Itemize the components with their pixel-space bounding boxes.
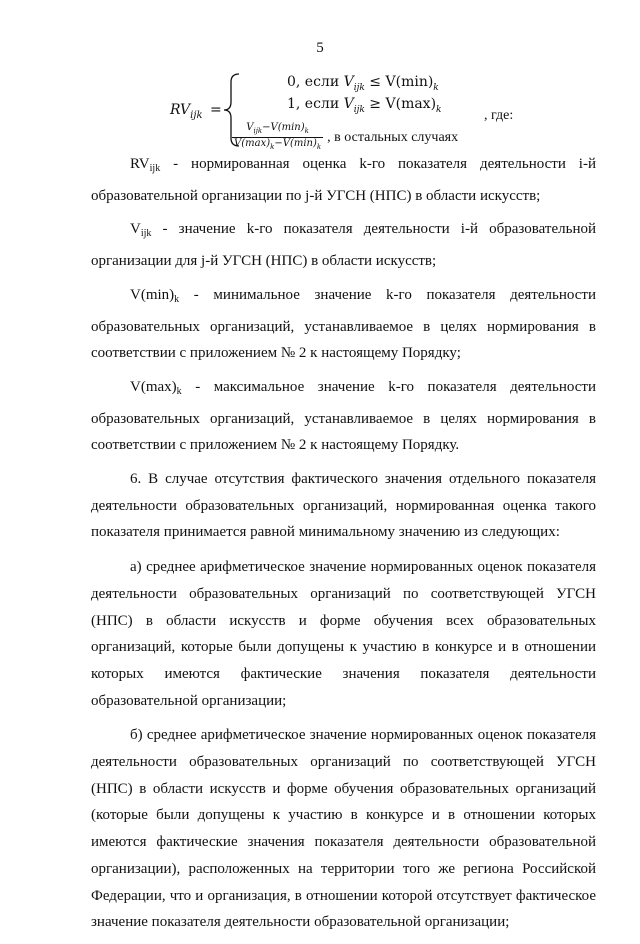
document-body xyxy=(91,151,596,944)
definition-vmin: $V(\min)_k$ - минимальное значение k-го показателя деятельности образовательных организаций, устанавливаемое в целях нормирования в соответствии с приложением № 2 к настоящему Порядку; xyxy=(91,286,596,362)
formula-case-1: 0, если $V_{ijk} \le V(\min)_k$ xyxy=(287,74,439,93)
formula-lhs: $RV_{ijk}$ xyxy=(170,102,203,121)
page-number: 5 xyxy=(316,40,324,56)
normalization-formula xyxy=(0,70,640,150)
formula-equals: = xyxy=(210,102,222,118)
definition-rv: $RV_{ijk}$ - нормированная оценка k-го показателя деятельности i-й образовательной организации по j-й УГСН (НПС) в области искусств; xyxy=(91,156,596,204)
paragraph-6: 6. В случае отсутствия фактического значения отдельного показателя деятельности образовательных организаций, нормированная оценка такого показателя принимается равной минимальному значению из следующих: xyxy=(91,471,596,541)
paragraph-6a: а) среднее арифметическое значение нормированных оценок показателя деятельности образовательных организаций по соответствующей УГСН (НПС) в области искусств и форме обучения всех образовательных организаций, которые были допущены к участию в конкурсе и в отношении которых имеются фактические значения показателя деятельности образовательной организации; xyxy=(91,559,596,709)
paragraph-6b: б) среднее арифметическое значение нормированных оценок показателя деятельности образовательных организаций по соответствующей УГСН (НПС) в области искусств и форме обучения образовательных организаций (которые были допущены к участию в конкурсе и в отношении которых имеются фактические значения показателя деятельности образовательной организации), расположенных на территории того же региона Российской Федерации, что и организация, в отношении которой отсутствует фактическое значение показателя деятельности образовательной организации; xyxy=(91,727,596,931)
fraction-numerator: $V_{ijk}-V(\min)_k$ xyxy=(232,122,323,138)
fraction-denominator: $V(\max)_k-V(\min)_k$ xyxy=(234,138,322,151)
formula-case-3: $\frac{V_{ijk}-V(\min)_k}{V(\max)_k-V(\min)_k}$ , в остальных случаях xyxy=(234,122,459,151)
definition-vmax: $V(\max)_k$ - максимальное значение k-го показателя деятельности образовательных организаций, устанавливаемое в целях нормирования в соответствии с приложением № 2 к настоящему Порядку. xyxy=(91,378,596,454)
definition-v: $V_{ijk}$ - значение k-го показателя деятельности i-й образовательной организации для j-й УГСН (НПС) в области искусств; xyxy=(91,221,596,270)
formula-fraction xyxy=(232,122,323,153)
formula-where: , где: xyxy=(484,108,514,123)
formula-case-2: 1, если $V_{ijk} \ge V(\max)_k$ xyxy=(287,96,442,115)
